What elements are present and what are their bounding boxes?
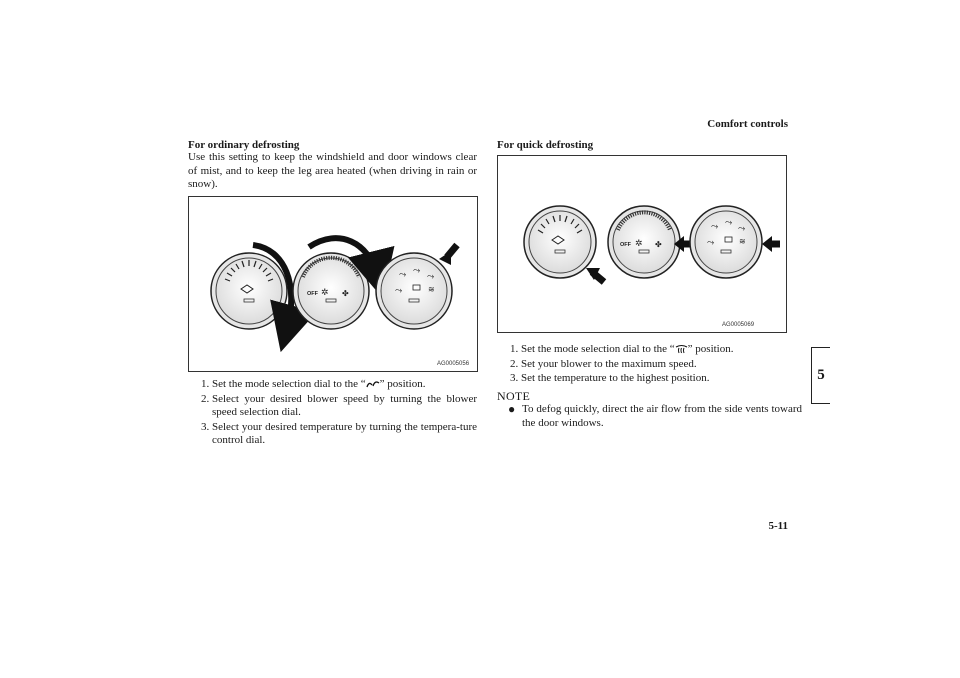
svg-text:⤳: ⤳ xyxy=(711,221,719,231)
chapter-tab-number: 5 xyxy=(817,367,825,383)
quick-defrost-dials-illustration xyxy=(498,156,786,332)
ordinary-step-3: 3. Select your desired temperature by turning the tempera-ture control dial. xyxy=(201,420,477,446)
blower-dial-off-label-quick: OFF xyxy=(620,242,631,248)
svg-text:✤: ✤ xyxy=(655,240,662,249)
quick-defrosting-heading: For quick defrosting xyxy=(497,139,594,151)
chapter-tab[interactable] xyxy=(811,347,830,404)
svg-text:✲: ✲ xyxy=(635,238,643,248)
temperature-dial-quick xyxy=(524,206,596,278)
ordinary-defrosting-heading: For ordinary defrosting xyxy=(188,139,300,151)
temperature-dial xyxy=(211,253,287,329)
mode-leg-windshield-icon xyxy=(366,379,380,389)
note-item xyxy=(508,403,802,430)
svg-text:✲: ✲ xyxy=(321,287,329,297)
mode-selection-dial-quick xyxy=(690,206,762,278)
note-label: NOTE xyxy=(497,389,531,403)
page-number: 5-11 xyxy=(768,520,788,532)
mode-selection-dial xyxy=(376,253,452,329)
ordinary-defrosting-figure xyxy=(188,196,478,372)
blower-dial-off-label: OFF xyxy=(307,291,318,297)
blower-speed-dial-quick xyxy=(608,206,680,278)
svg-text:⤳: ⤳ xyxy=(738,223,746,233)
svg-text:⤳: ⤳ xyxy=(395,285,403,295)
note-text: To defog quickly, direct the air flow from the side vents toward the door windows. xyxy=(522,403,802,429)
ordinary-defrost-dials-illustration xyxy=(189,197,477,371)
figure-caption-ordinary: AG0005056 xyxy=(437,361,470,367)
svg-text:✤: ✤ xyxy=(342,289,349,298)
section-header: Comfort controls xyxy=(707,118,788,130)
quick-defrosting-steps xyxy=(510,343,788,387)
ordinary-defrosting-steps xyxy=(201,378,477,449)
ordinary-step-1: 1. Set the mode selection dial to the “ ” position. xyxy=(201,378,426,390)
svg-text:⤳: ⤳ xyxy=(413,265,421,275)
quick-step-1: 1. Set the mode selection dial to the “ ” position. xyxy=(510,343,734,355)
left-column xyxy=(188,139,477,192)
ordinary-step-2: 2. Select your desired blower speed by turning the blower speed selection dial. xyxy=(201,392,477,418)
svg-text:⤳: ⤳ xyxy=(399,269,407,279)
quick-step-2: 2. Set your blower to the maximum speed. xyxy=(510,357,697,370)
ordinary-defrosting-intro: Use this setting to keep the windshield and door windows clear of mist, and to keep the leg area heated (when driving in rain or snow). xyxy=(188,151,477,190)
svg-text:≋: ≋ xyxy=(428,285,435,294)
svg-text:⤳: ⤳ xyxy=(707,237,715,247)
blower-speed-dial xyxy=(293,253,369,329)
quick-defrosting-figure xyxy=(497,155,787,333)
svg-text:⤳: ⤳ xyxy=(725,217,733,227)
note-bullet-icon: ● xyxy=(508,402,516,416)
figure-caption-quick: AG0005069 xyxy=(722,322,755,328)
svg-text:≋: ≋ xyxy=(739,237,746,246)
svg-text:⤳: ⤳ xyxy=(427,271,435,281)
quick-step-3: 3. Set the temperature to the highest position. xyxy=(510,372,710,384)
windshield-defrost-icon xyxy=(675,344,688,354)
